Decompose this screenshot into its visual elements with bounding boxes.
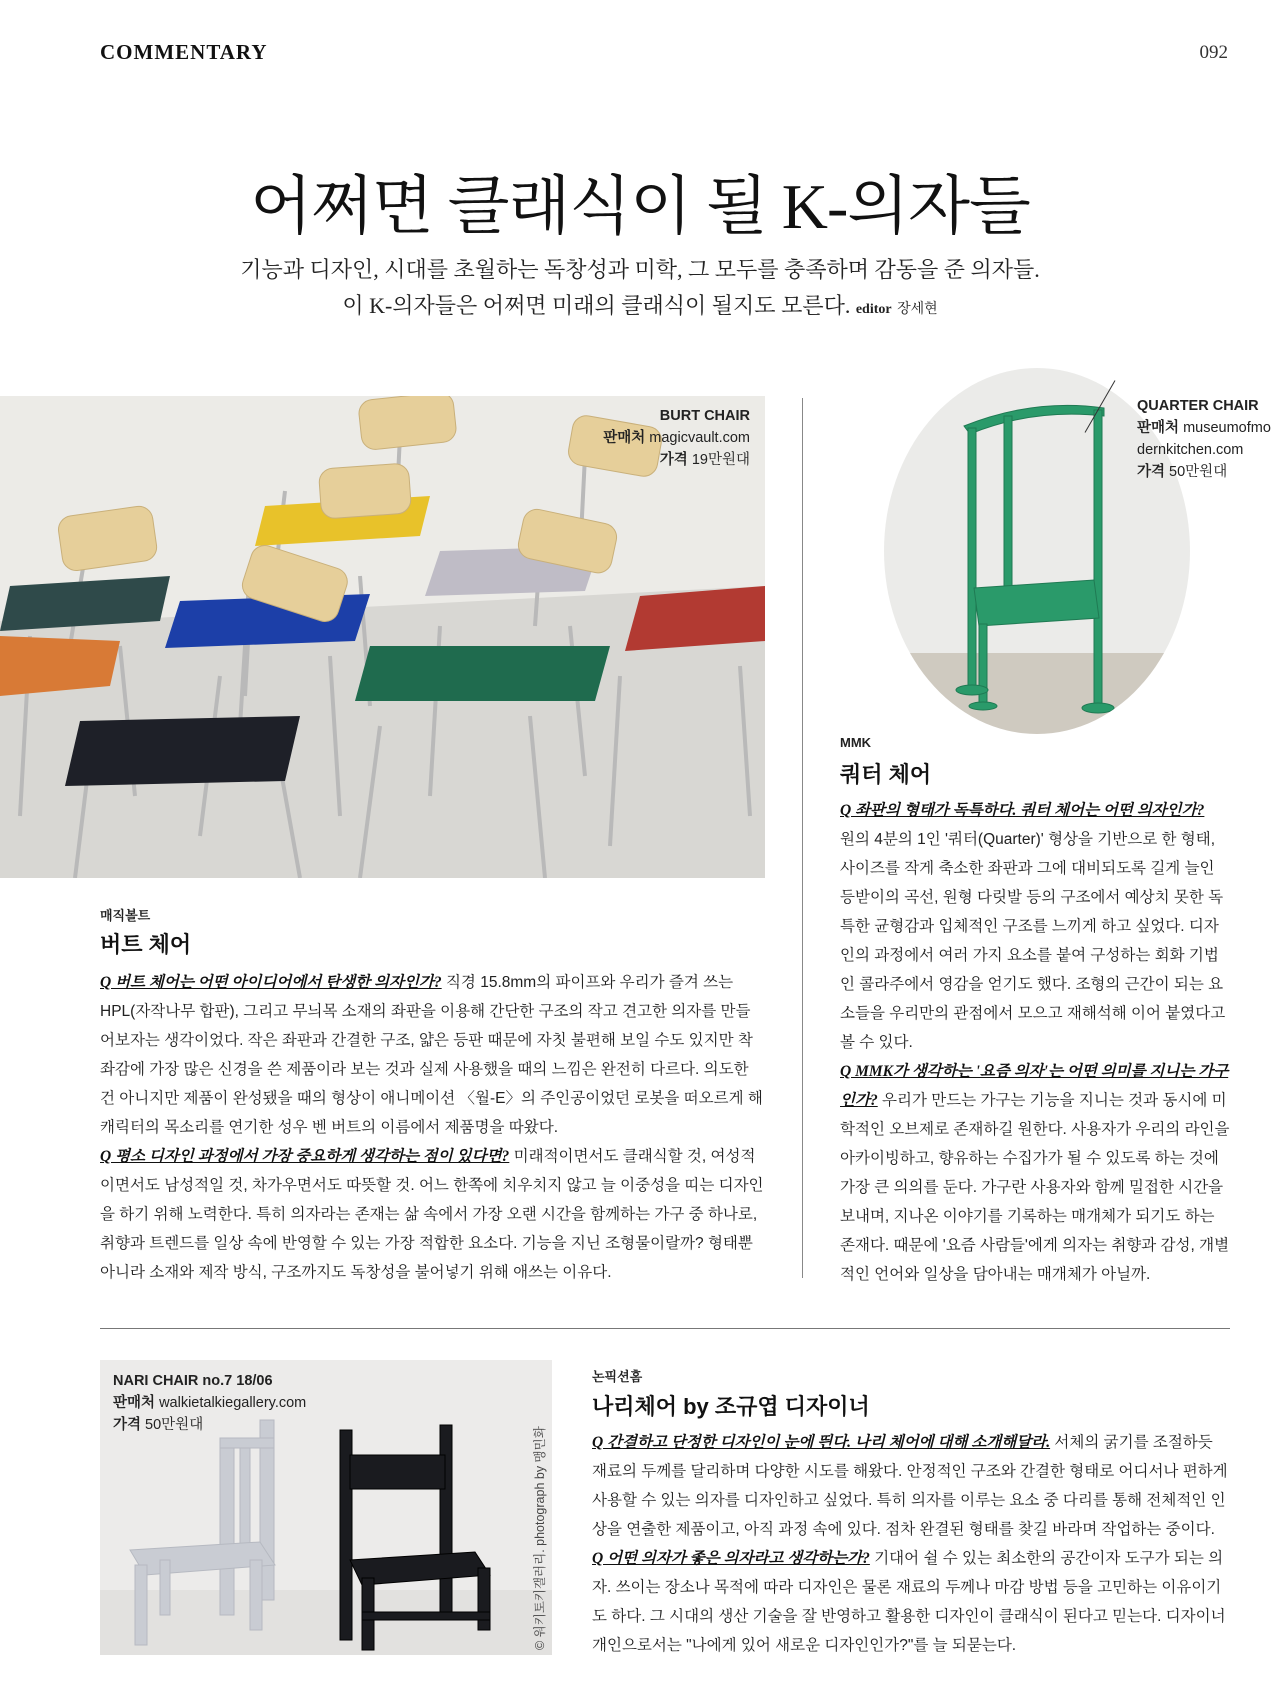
page-number: 092 — [1199, 42, 1228, 63]
quarter-price: 50만원대 — [1169, 464, 1228, 480]
burt-caption-title: BURT CHAIR — [659, 408, 750, 424]
nari-caption — [113, 1370, 393, 1436]
quarter-body — [840, 796, 1230, 1289]
quarter-seller-link[interactable]: museumofmodernkitchen.com — [1137, 420, 1271, 458]
quarter-caption-price — [1137, 461, 1275, 483]
quarter-question-2: Q MMK가 생각하는 '요즘 의자'는 어떤 의미를 지니는 가구인가? — [840, 1063, 1229, 1109]
nari-product-name: 나리체어 by 조규엽 디자이너 — [592, 1394, 870, 1419]
nari-price-label: 가격 — [113, 1417, 142, 1433]
column-divider — [802, 398, 803, 1278]
section-divider — [100, 1328, 1230, 1329]
article-subtitle — [0, 252, 1280, 328]
nari-answer-1: 서체의 굵기를 조절하듯 재료의 두께를 달리하며 다양한 시도를 해왔다. 안정적인 구조와 간결한 형태로 어디서나 편하게 사용할 수 있는 의자를 디자인하고 싶었다. 특히 의자를 이루는 요소 중 다리를 통해 전체적인 인상을 연출한 제품이고, 아직 과정 속에 있다. 점차 완결된 형태를 찾길 바라며 작업하는 중이다. — [592, 1434, 1228, 1538]
nari-caption-seller — [113, 1392, 393, 1414]
burt-brand: 매직볼트 — [100, 908, 151, 923]
subtitle-line-1: 기능과 디자인, 시대를 초월하는 독창성과 미학, 그 모두를 충족하며 감동을 준 의자들. — [240, 257, 1040, 282]
nari-question-1: Q 간결하고 단정한 디자인이 눈에 띈다. 나리 체어에 대해 소개해달라. — [592, 1434, 1051, 1451]
quarter-question-1: Q 좌판의 형태가 독특하다. 쿼터 체어는 어떤 의자인가? — [840, 802, 1205, 819]
quarter-brand: MMK — [840, 735, 872, 750]
nari-brand: 논픽션홈 — [592, 1369, 643, 1384]
quarter-caption-title: QUARTER CHAIR — [1137, 398, 1259, 414]
burt-seller-label: 판매처 — [603, 430, 646, 446]
quarter-caption-seller — [1137, 417, 1275, 461]
quarter-price-label: 가격 — [1137, 464, 1166, 480]
burt-answer-1: 직경 15.8mm의 파이프와 우리가 즐겨 쓰는 HPL(자작나무 합판), 그리고 무늬목 소재의 좌판을 이용해 간단한 구조의 작고 견고한 의자를 만들어보자는 생각이었다. 작은 좌판과 간결한 구조, 얇은 등판 때문에 자칫 불편해 보일 수도 있지만 착좌감에 가장 많은 신경을 쓴 제품이라 보는 것과 실제 사용했을 때의 느낌은 완전히 다르다. 의도한 건 아니지만 제품이 완성됐을 때의 형상이 애니메이션 〈월-E〉의 주인공이었던 로봇을 떠오르게 해 캐릭터의 목소리를 연기한 성우 벤 버트의 이름에서 제품명을 따왔다. — [100, 974, 763, 1136]
nari-price: 50만원대 — [145, 1417, 204, 1433]
burt-caption — [560, 405, 750, 471]
quarter-caption — [1137, 395, 1275, 483]
burt-seller-link[interactable]: magicvault.com — [649, 430, 750, 446]
section-label: COMMENTARY — [100, 40, 268, 64]
nari-seller-link[interactable]: walkietalkiegallery.com — [159, 1395, 307, 1411]
burt-question-1: Q 버트 체어는 어떤 아이디어에서 탄생한 의자인가? — [100, 974, 442, 991]
burt-price: 19만원대 — [691, 452, 750, 468]
nari-answer-2: 기대어 쉴 수 있는 최소한의 공간이자 도구가 되는 의자. 쓰이는 장소나 목적에 따라 디자인은 물론 재료의 두께나 마감 방법 등을 고민하는 이유이기도 하다. 그 시대의 생산 기술을 잘 반영하고 활용한 디자인이 클래식이 된다고 믿는다. 디자이너 개인으로서는 "나에게 있어 새로운 디자인인가?"를 늘 되묻는다. — [592, 1550, 1226, 1654]
burt-body — [100, 968, 765, 1287]
article-title: 어쩌면 클래식이 될 K-의자들 — [250, 171, 1030, 242]
nari-question-2: Q 어떤 의자가 좋은 의자라고 생각하는가? — [592, 1550, 870, 1567]
nari-caption-price — [113, 1414, 393, 1436]
editor-name: 장세현 — [897, 300, 938, 316]
burt-caption-seller — [560, 427, 750, 449]
nari-photo-credit: © 워키토키갤러리. photograph by 맹민화 — [533, 1426, 547, 1650]
subtitle-line-2-text: 이 K-의자들은 어쩌면 미래의 클래식이 될지도 모른다. — [342, 293, 851, 318]
quarter-seller-label: 판매처 — [1137, 420, 1180, 436]
burt-caption-price — [560, 449, 750, 471]
nari-caption-title: NARI CHAIR no.7 18/06 — [113, 1373, 273, 1389]
nari-body — [592, 1428, 1230, 1660]
burt-price-label: 가격 — [659, 452, 688, 468]
editor-label: editor — [855, 302, 892, 317]
burt-question-2: Q 평소 디자인 과정에서 가장 중요하게 생각하는 점이 있다면? — [100, 1148, 510, 1165]
burt-product-name: 버트 체어 — [100, 932, 192, 957]
quarter-product-name: 쿼터 체어 — [840, 762, 932, 787]
quarter-answer-2: 우리가 만드는 가구는 기능을 지니는 것과 동시에 미학적인 오브제로 존재하길 원한다. 사용자가 우리의 라인을 아카이빙하고, 향유하는 수집가가 될 수 있도록 하는 것에 가장 큰 의의를 둔다. 가구란 사용자와 함께 밀접한 시간을 보내며, 지나온 이야기를 기록하는 매개체가 되기도 하는 존재다. 때문에 '요즘 사람들'에게 의자는 취향과 감성, 개별적인 언어와 일상을 담아내는 매개체가 아닐까. — [840, 1092, 1230, 1283]
quarter-answer-1: 원의 4분의 1인 '쿼터(Quarter)' 형상을 기반으로 한 형태, 사이즈를 작게 축소한 좌판과 그에 대비되도록 길게 늘인 등받이의 곡선, 원형 다릿발 등의 구조에서 예상치 못한 독특한 균형감과 입체적인 구조를 느끼게 하고 싶었다. 디자인의 과정에서 여러 가지 요소를 붙여 구성하는 회화 기법인 콜라주에서 영감을 얻기도 했다. 조형의 근간이 되는 요소들을 우리만의 관점에서 모으고 재해석해 이어 붙였다고 볼 수 있다. — [840, 831, 1226, 1051]
burt-answer-2: 미래적이면서도 클래식할 것, 여성적이면서도 남성적일 것, 차가우면서도 따뜻할 것. 어느 한쪽에 치우치지 않고 늘 이중성을 띠는 디자인을 하기 위해 노력한다. 특히 의자라는 존재는 삶 속에서 가장 오랜 시간을 함께하는 가구 중 하나로, 취향과 트렌드를 일상 속에 반영할 수 있는 가장 적합한 요소다. 기능을 지닌 조형물이랄까? 형태뿐 아니라 소재와 제작 방식, 구조까지도 독창성을 불어넣기 위해 애쓰는 이유다. — [100, 1148, 764, 1281]
nari-seller-label: 판매처 — [113, 1395, 156, 1411]
subtitle-line-2 — [0, 288, 1280, 328]
